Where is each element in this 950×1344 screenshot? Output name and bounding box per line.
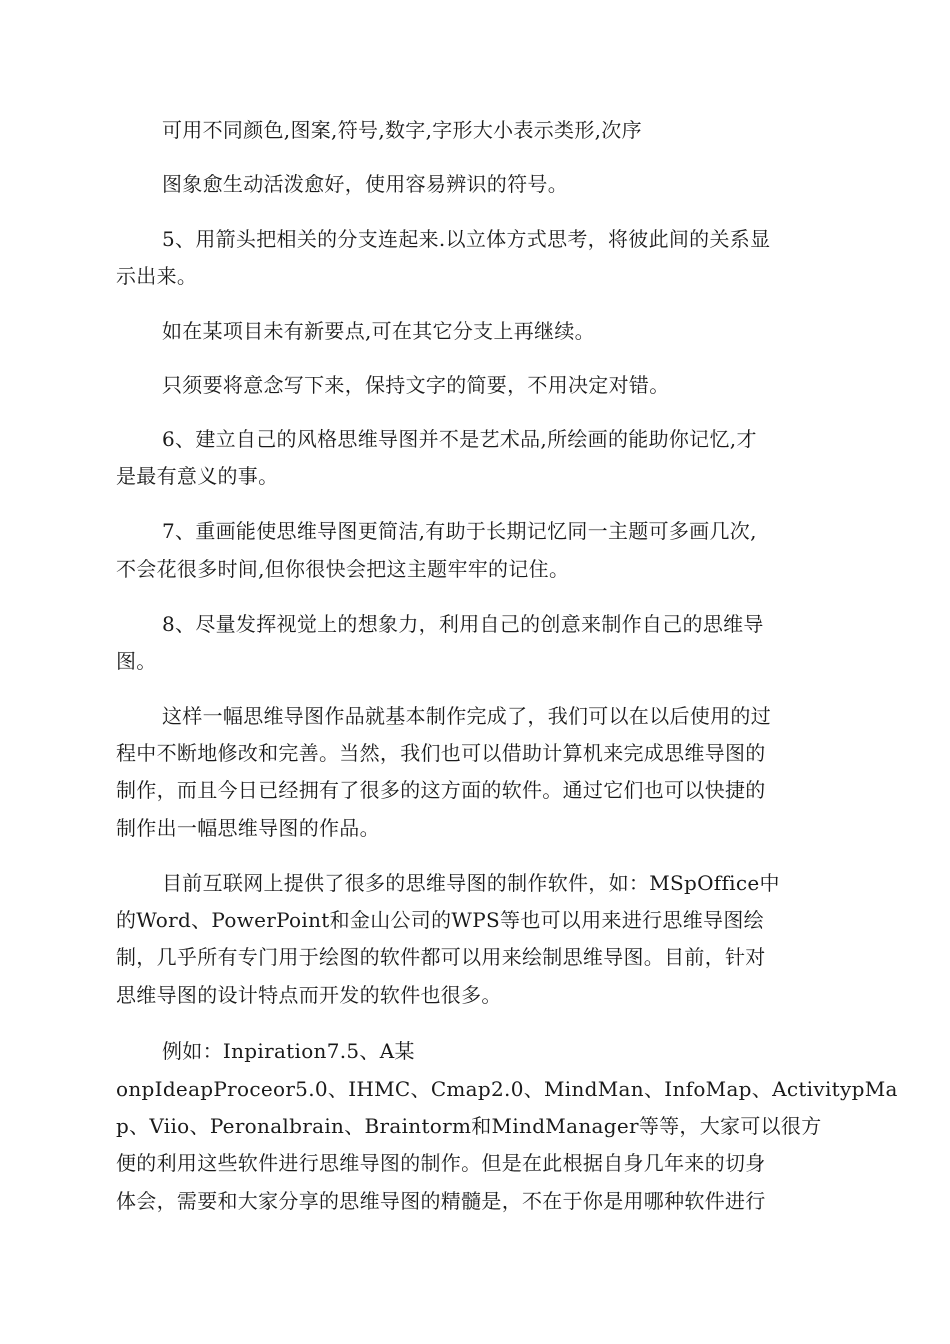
paragraph-line: 程中不断地修改和完善。当然，我们也可以借助计算机来完成思维导图的 xyxy=(116,741,766,765)
paragraph-line: 例如：Inpiration7.5、A某 xyxy=(162,1039,415,1063)
paragraph-line: 图象愈生动活泼愈好，使用容易辨识的符号。 xyxy=(162,172,568,196)
paragraph-line: 如在某项目未有新要点,可在其它分支上再继续。 xyxy=(162,319,595,343)
paragraph-line: 6、建立自己的风格思维导图并不是艺术品,所绘画的能助你记忆,才 xyxy=(162,427,757,451)
paragraph-line: 7、重画能使思维导图更简洁,有助于长期记忆同一主题可多画几次, xyxy=(162,519,757,543)
paragraph-line: 目前互联网上提供了很多的思维导图的制作软件，如：MSpOffice中 xyxy=(162,871,780,895)
paragraph-line: 这样一幅思维导图作品就基本制作完成了，我们可以在以后使用的过 xyxy=(162,704,771,728)
paragraph-line: 可用不同颜色,图案,符号,数字,字形大小表示类形,次序 xyxy=(162,118,642,142)
paragraph-line: 5、用箭头把相关的分支连起来.以立体方式思考，将彼此间的关系显 xyxy=(162,227,771,251)
paragraph-line: p、Viio、Peronalbrain、Braintorm和MindManager等等，大家可以很方 xyxy=(116,1114,822,1138)
paragraph-line: 思维导图的设计特点而开发的软件也很多。 xyxy=(116,983,502,1007)
paragraph-line: 是最有意义的事。 xyxy=(116,464,279,488)
paragraph-line: 的Word、PowerPoint和金山公司的WPS等也可以用来进行思维导图绘 xyxy=(116,908,764,932)
paragraph-line: 不会花很多时间,但你很快会把这主题牢牢的记住。 xyxy=(116,557,570,581)
paragraph-line: 便的利用这些软件进行思维导图的制作。但是在此根据自身几年来的切身 xyxy=(116,1151,766,1175)
paragraph-line: 只须要将意念写下来，保持文字的简要，不用决定对错。 xyxy=(162,373,670,397)
paragraph-line: 图。 xyxy=(116,649,157,673)
paragraph-line: 8、尽量发挥视觉上的想象力，利用自己的创意来制作自己的思维导 xyxy=(162,612,764,636)
paragraph-line: 制，几乎所有专门用于绘图的软件都可以用来绘制思维导图。目前，针对 xyxy=(116,945,766,969)
paragraph-line: 示出来。 xyxy=(116,264,198,288)
paragraph-line: onpIdeapProceor5.0、IHMC、Cmap2.0、MindMan、InfoMap、ActivitypMa xyxy=(116,1077,898,1101)
paragraph-line: 制作，而且今日已经拥有了很多的这方面的软件。通过它们也可以快捷的 xyxy=(116,778,766,802)
paragraph-line: 体会，需要和大家分享的思维导图的精髓是，不在于你是用哪种软件进行 xyxy=(116,1189,766,1213)
paragraph-line: 制作出一幅思维导图的作品。 xyxy=(116,816,380,840)
